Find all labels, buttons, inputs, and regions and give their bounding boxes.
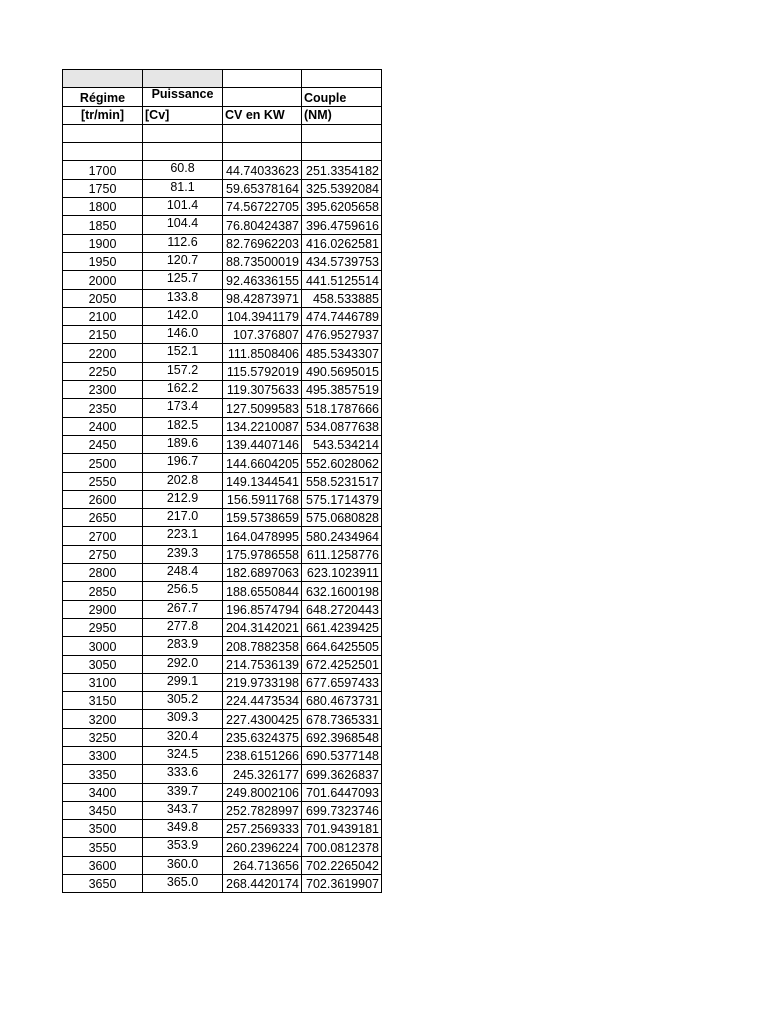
cell-regime[interactable]: 2150 xyxy=(63,326,143,344)
table-row xyxy=(63,637,382,655)
cell-couple[interactable]: 702.2265042 xyxy=(302,856,382,874)
table-row xyxy=(63,783,382,801)
cell-regime[interactable]: 3400 xyxy=(63,783,143,801)
cell-cv-en-kw[interactable]: 115.5792019 xyxy=(223,362,302,380)
table-row xyxy=(63,70,382,88)
table-row xyxy=(63,435,382,453)
cell-puissance[interactable]: 248.4 xyxy=(143,564,223,582)
cell-puissance[interactable]: 256.5 xyxy=(143,582,223,600)
cell-regime[interactable]: 2900 xyxy=(63,600,143,618)
cell-cv-en-kw[interactable]: 156.5911768 xyxy=(223,490,302,508)
cell-regime[interactable]: 3600 xyxy=(63,856,143,874)
table-cell[interactable] xyxy=(143,143,223,161)
cell-regime[interactable]: 1800 xyxy=(63,198,143,216)
cell-cv-en-kw[interactable]: 264.713656 xyxy=(223,856,302,874)
table-row xyxy=(63,472,382,490)
cell-couple[interactable]: 632.1600198 xyxy=(302,582,382,600)
spreadsheet-table xyxy=(62,69,382,893)
table-cell[interactable] xyxy=(302,143,382,161)
cell-cv-en-kw[interactable]: 208.7882358 xyxy=(223,637,302,655)
cell-regime[interactable]: 3100 xyxy=(63,673,143,691)
cell-couple[interactable]: 700.0812378 xyxy=(302,838,382,856)
cell-couple[interactable]: 680.4673731 xyxy=(302,692,382,710)
table-row xyxy=(63,124,382,142)
cell-cv-en-kw[interactable]: 127.5099583 xyxy=(223,399,302,417)
cell-regime[interactable]: 2300 xyxy=(63,381,143,399)
cell-puissance[interactable]: 81.1 xyxy=(143,179,223,197)
cell-regime[interactable]: 1750 xyxy=(63,179,143,197)
cell-cv-en-kw[interactable]: 98.42873971 xyxy=(223,289,302,307)
table-cell[interactable] xyxy=(302,70,382,88)
cell-cv-en-kw[interactable]: 82.76962203 xyxy=(223,234,302,252)
cell-regime[interactable]: 2700 xyxy=(63,527,143,545)
table-cell[interactable] xyxy=(63,124,143,142)
cell-regime[interactable]: 2550 xyxy=(63,472,143,490)
cell-couple[interactable]: 543.534214 xyxy=(302,435,382,453)
cell-cv-en-kw[interactable]: 107.376807 xyxy=(223,326,302,344)
cell-puissance[interactable]: 305.2 xyxy=(143,692,223,710)
table-header-row xyxy=(63,88,382,106)
cell-couple[interactable]: 476.9527937 xyxy=(302,326,382,344)
cell-couple[interactable]: 575.1714379 xyxy=(302,490,382,508)
cell-puissance[interactable]: 60.8 xyxy=(143,161,223,179)
cell-puissance[interactable]: 189.6 xyxy=(143,435,223,453)
table-row xyxy=(63,875,382,893)
cell-couple[interactable]: 518.1787666 xyxy=(302,399,382,417)
cell-regime[interactable]: 2200 xyxy=(63,344,143,362)
cell-regime[interactable]: 2400 xyxy=(63,417,143,435)
header-cv-en-kw[interactable]: CV en KW xyxy=(223,106,302,124)
cell-cv-en-kw[interactable]: 224.4473534 xyxy=(223,692,302,710)
cell-cv-en-kw[interactable]: 175.9786558 xyxy=(223,545,302,563)
cell-puissance[interactable]: 162.2 xyxy=(143,381,223,399)
cell-puissance[interactable]: 292.0 xyxy=(143,655,223,673)
cell-puissance[interactable]: 299.1 xyxy=(143,673,223,691)
table-row xyxy=(63,618,382,636)
cell-regime[interactable]: 2850 xyxy=(63,582,143,600)
cell-puissance[interactable]: 104.4 xyxy=(143,216,223,234)
cell-couple[interactable]: 611.1258776 xyxy=(302,545,382,563)
cell-cv-en-kw[interactable]: 144.6604205 xyxy=(223,454,302,472)
cell-puissance[interactable]: 152.1 xyxy=(143,344,223,362)
cell-couple[interactable]: 580.2434964 xyxy=(302,527,382,545)
cell-puissance[interactable]: 320.4 xyxy=(143,728,223,746)
cell-couple[interactable]: 701.6447093 xyxy=(302,783,382,801)
cell-regime[interactable]: 3650 xyxy=(63,875,143,893)
cell-cv-en-kw[interactable]: 139.4407146 xyxy=(223,435,302,453)
cell-couple[interactable]: 699.3626837 xyxy=(302,765,382,783)
cell-couple[interactable]: 416.0262581 xyxy=(302,234,382,252)
table-row xyxy=(63,527,382,545)
cell-cv-en-kw[interactable]: 111.8508406 xyxy=(223,344,302,362)
table-row xyxy=(63,765,382,783)
header-couple[interactable]: Couple xyxy=(302,88,382,106)
table-row xyxy=(63,692,382,710)
cell-regime[interactable]: 3000 xyxy=(63,637,143,655)
cell-couple[interactable]: 458.533885 xyxy=(302,289,382,307)
cell-couple[interactable]: 396.4759616 xyxy=(302,216,382,234)
cell-puissance[interactable]: 365.0 xyxy=(143,875,223,893)
cell-puissance[interactable]: 202.8 xyxy=(143,472,223,490)
table-row xyxy=(63,564,382,582)
table-cell[interactable] xyxy=(223,124,302,142)
cell-cv-en-kw[interactable]: 227.4300425 xyxy=(223,710,302,728)
table-row xyxy=(63,820,382,838)
header-puissance-unit[interactable]: [Cv] xyxy=(143,106,223,124)
cell-cv-en-kw[interactable]: 119.3075633 xyxy=(223,381,302,399)
cell-puissance[interactable]: 360.0 xyxy=(143,856,223,874)
cell-puissance[interactable]: 324.5 xyxy=(143,746,223,764)
cell-puissance[interactable]: 125.7 xyxy=(143,271,223,289)
cell-cv-en-kw[interactable]: 59.65378164 xyxy=(223,179,302,197)
cell-couple[interactable]: 441.5125514 xyxy=(302,271,382,289)
table-row xyxy=(63,582,382,600)
cell-couple[interactable]: 678.7365331 xyxy=(302,710,382,728)
cell-cv-en-kw[interactable]: 219.9733198 xyxy=(223,673,302,691)
table-row xyxy=(63,509,382,527)
cell-cv-en-kw[interactable]: 159.5738659 xyxy=(223,509,302,527)
cell-puissance[interactable]: 173.4 xyxy=(143,399,223,417)
table-row xyxy=(63,289,382,307)
cell-couple[interactable]: 395.6205658 xyxy=(302,198,382,216)
cell-regime[interactable]: 2950 xyxy=(63,618,143,636)
table-row xyxy=(63,417,382,435)
table-row xyxy=(63,344,382,362)
cell-puissance[interactable]: 217.0 xyxy=(143,509,223,527)
table-cell[interactable] xyxy=(223,143,302,161)
cell-couple[interactable]: 485.5343307 xyxy=(302,344,382,362)
table-row xyxy=(63,490,382,508)
cell-puissance[interactable]: 157.2 xyxy=(143,362,223,380)
table-row xyxy=(63,856,382,874)
cell-regime[interactable]: 3500 xyxy=(63,820,143,838)
cell-couple[interactable]: 692.3968548 xyxy=(302,728,382,746)
header-couple-unit[interactable]: (NM) xyxy=(302,106,382,124)
cell-cv-en-kw[interactable]: 188.6550844 xyxy=(223,582,302,600)
cell-cv-en-kw[interactable]: 204.3142021 xyxy=(223,618,302,636)
cell-cv-en-kw[interactable]: 74.56722705 xyxy=(223,198,302,216)
table-row xyxy=(63,362,382,380)
table-cell[interactable] xyxy=(223,88,302,106)
cell-regime[interactable]: 3300 xyxy=(63,746,143,764)
cell-puissance[interactable]: 267.7 xyxy=(143,600,223,618)
cell-puissance[interactable]: 349.8 xyxy=(143,820,223,838)
cell-puissance[interactable]: 212.9 xyxy=(143,490,223,508)
table-row xyxy=(63,728,382,746)
cell-puissance[interactable]: 309.3 xyxy=(143,710,223,728)
table-cell[interactable] xyxy=(143,70,223,88)
cell-puissance[interactable]: 101.4 xyxy=(143,198,223,216)
cell-puissance[interactable]: 223.1 xyxy=(143,527,223,545)
cell-cv-en-kw[interactable]: 88.73500019 xyxy=(223,252,302,270)
cell-regime[interactable]: 3200 xyxy=(63,710,143,728)
table-row xyxy=(63,655,382,673)
cell-cv-en-kw[interactable]: 245.326177 xyxy=(223,765,302,783)
cell-regime[interactable]: 2450 xyxy=(63,435,143,453)
cell-cv-en-kw[interactable]: 134.2210087 xyxy=(223,417,302,435)
table-row xyxy=(63,838,382,856)
cell-couple[interactable]: 490.5695015 xyxy=(302,362,382,380)
cell-cv-en-kw[interactable]: 104.3941179 xyxy=(223,307,302,325)
cell-cv-en-kw[interactable]: 76.80424387 xyxy=(223,216,302,234)
cell-regime[interactable]: 2750 xyxy=(63,545,143,563)
cell-couple[interactable]: 434.5739753 xyxy=(302,252,382,270)
table-row xyxy=(63,454,382,472)
cell-puissance[interactable]: 142.0 xyxy=(143,307,223,325)
table-row xyxy=(63,710,382,728)
cell-couple[interactable]: 672.4252501 xyxy=(302,655,382,673)
table-row xyxy=(63,143,382,161)
table-cell[interactable] xyxy=(302,124,382,142)
table-row xyxy=(63,216,382,234)
cell-regime[interactable]: 2100 xyxy=(63,307,143,325)
table-row xyxy=(63,252,382,270)
cell-cv-en-kw[interactable]: 196.8574794 xyxy=(223,600,302,618)
cell-regime[interactable]: 1900 xyxy=(63,234,143,252)
table-row xyxy=(63,399,382,417)
cell-regime[interactable]: 3050 xyxy=(63,655,143,673)
cell-cv-en-kw[interactable]: 92.46336155 xyxy=(223,271,302,289)
cell-couple[interactable]: 558.5231517 xyxy=(302,472,382,490)
cell-cv-en-kw[interactable]: 235.6324375 xyxy=(223,728,302,746)
cell-couple[interactable]: 474.7446789 xyxy=(302,307,382,325)
cell-puissance[interactable]: 112.6 xyxy=(143,234,223,252)
cell-cv-en-kw[interactable]: 164.0478995 xyxy=(223,527,302,545)
cell-cv-en-kw[interactable]: 44.74033623 xyxy=(223,161,302,179)
cell-regime[interactable]: 3450 xyxy=(63,801,143,819)
table-row xyxy=(63,746,382,764)
cell-puissance[interactable]: 283.9 xyxy=(143,637,223,655)
header-regime-unit[interactable]: [tr/min] xyxy=(63,106,143,124)
cell-puissance[interactable]: 146.0 xyxy=(143,326,223,344)
cell-couple[interactable]: 702.3619907 xyxy=(302,875,382,893)
cell-couple[interactable]: 534.0877638 xyxy=(302,417,382,435)
cell-couple[interactable]: 495.3857519 xyxy=(302,381,382,399)
cell-couple[interactable]: 664.6425505 xyxy=(302,637,382,655)
table-row xyxy=(63,673,382,691)
cell-cv-en-kw[interactable]: 252.7828997 xyxy=(223,801,302,819)
cell-cv-en-kw[interactable]: 257.2569333 xyxy=(223,820,302,838)
cell-cv-en-kw[interactable]: 260.2396224 xyxy=(223,838,302,856)
cell-puissance[interactable]: 196.7 xyxy=(143,454,223,472)
table-row xyxy=(63,179,382,197)
cell-puissance[interactable]: 333.6 xyxy=(143,765,223,783)
cell-couple[interactable]: 648.2720443 xyxy=(302,600,382,618)
header-puissance[interactable]: Puissance xyxy=(143,88,223,106)
table-row xyxy=(63,198,382,216)
cell-cv-en-kw[interactable]: 149.1344541 xyxy=(223,472,302,490)
cell-couple[interactable]: 661.4239425 xyxy=(302,618,382,636)
cell-regime[interactable]: 1850 xyxy=(63,216,143,234)
cell-cv-en-kw[interactable]: 214.7536139 xyxy=(223,655,302,673)
cell-regime[interactable]: 2800 xyxy=(63,564,143,582)
table-row xyxy=(63,307,382,325)
cell-puissance[interactable]: 182.5 xyxy=(143,417,223,435)
cell-regime[interactable]: 2600 xyxy=(63,490,143,508)
cell-cv-en-kw[interactable]: 268.4420174 xyxy=(223,875,302,893)
table-row xyxy=(63,801,382,819)
cell-regime[interactable]: 2050 xyxy=(63,289,143,307)
cell-regime[interactable]: 3350 xyxy=(63,765,143,783)
cell-couple[interactable]: 690.5377148 xyxy=(302,746,382,764)
cell-puissance[interactable]: 120.7 xyxy=(143,252,223,270)
cell-regime[interactable]: 2650 xyxy=(63,509,143,527)
cell-puissance[interactable]: 277.8 xyxy=(143,618,223,636)
cell-couple[interactable]: 699.7323746 xyxy=(302,801,382,819)
cell-cv-en-kw[interactable]: 249.8002106 xyxy=(223,783,302,801)
cell-puissance[interactable]: 133.8 xyxy=(143,289,223,307)
table-row xyxy=(63,326,382,344)
cell-cv-en-kw[interactable]: 182.6897063 xyxy=(223,564,302,582)
cell-couple[interactable]: 251.3354182 xyxy=(302,161,382,179)
cell-puissance[interactable]: 339.7 xyxy=(143,783,223,801)
cell-puissance[interactable]: 239.3 xyxy=(143,545,223,563)
cell-puissance[interactable]: 353.9 xyxy=(143,838,223,856)
cell-couple[interactable]: 677.6597433 xyxy=(302,673,382,691)
cell-regime[interactable]: 1700 xyxy=(63,161,143,179)
cell-couple[interactable]: 552.6028062 xyxy=(302,454,382,472)
cell-cv-en-kw[interactable]: 238.6151266 xyxy=(223,746,302,764)
cell-regime[interactable]: 2350 xyxy=(63,399,143,417)
table-row xyxy=(63,161,382,179)
cell-couple[interactable]: 325.5392084 xyxy=(302,179,382,197)
table-header-row xyxy=(63,106,382,124)
cell-regime[interactable]: 2250 xyxy=(63,362,143,380)
cell-regime[interactable]: 2500 xyxy=(63,454,143,472)
header-regime[interactable]: Régime xyxy=(63,88,143,106)
table-cell[interactable] xyxy=(63,70,143,88)
table-row xyxy=(63,234,382,252)
cell-regime[interactable]: 1950 xyxy=(63,252,143,270)
cell-regime[interactable]: 3250 xyxy=(63,728,143,746)
table-row xyxy=(63,545,382,563)
cell-couple[interactable]: 623.1023911 xyxy=(302,564,382,582)
table-row xyxy=(63,600,382,618)
cell-puissance[interactable]: 343.7 xyxy=(143,801,223,819)
table-cell[interactable] xyxy=(223,70,302,88)
cell-regime[interactable]: 3150 xyxy=(63,692,143,710)
table-cell[interactable] xyxy=(63,143,143,161)
cell-regime[interactable]: 2000 xyxy=(63,271,143,289)
cell-couple[interactable]: 701.9439181 xyxy=(302,820,382,838)
table-row xyxy=(63,271,382,289)
cell-couple[interactable]: 575.0680828 xyxy=(302,509,382,527)
cell-regime[interactable]: 3550 xyxy=(63,838,143,856)
table-row xyxy=(63,381,382,399)
table-cell[interactable] xyxy=(143,124,223,142)
